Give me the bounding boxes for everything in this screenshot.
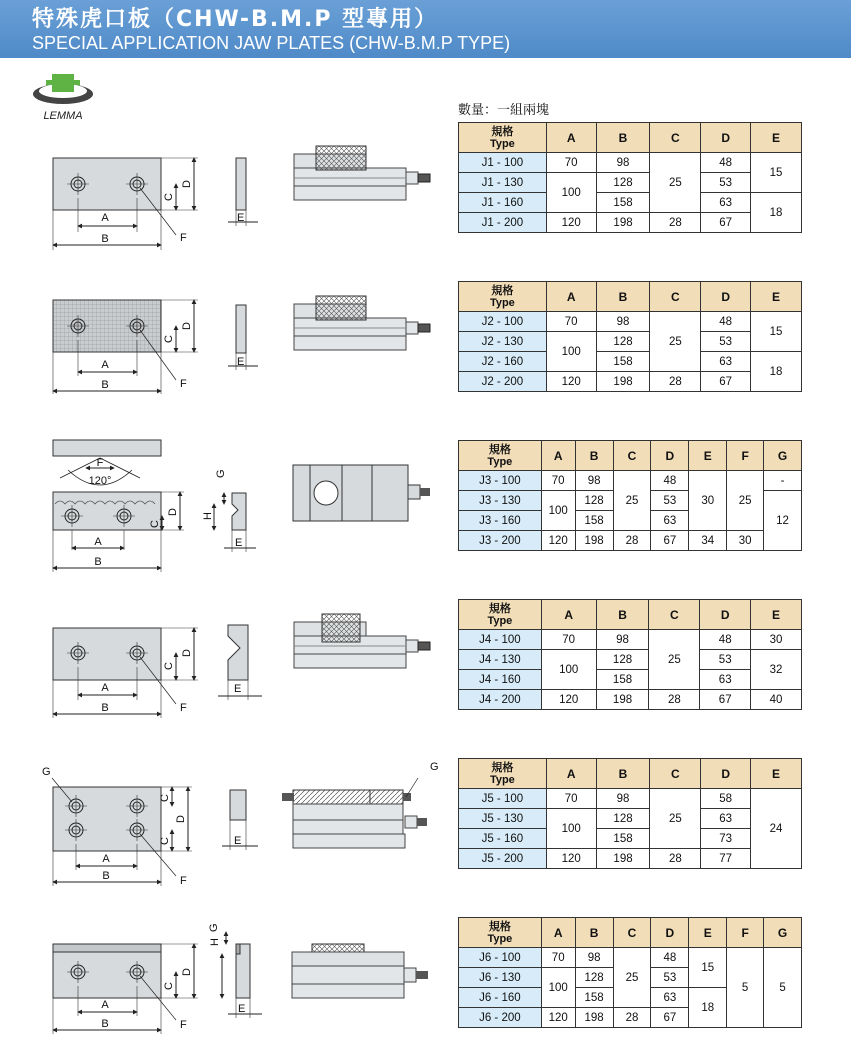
table-cell: 58: [701, 789, 751, 809]
table-cell: 5: [764, 948, 802, 1028]
table-cell: 98: [596, 789, 650, 809]
table-cell: 48: [651, 948, 689, 968]
dim-e: E: [234, 835, 242, 847]
j1-vise-view: [294, 146, 430, 200]
dim-a: A: [94, 536, 102, 548]
dim-b: B: [101, 379, 109, 391]
table-cell: 198: [575, 1008, 613, 1028]
table-row: [459, 352, 802, 372]
dim-c: C: [163, 982, 175, 990]
table-cell: 48: [700, 630, 751, 650]
table-cell: 198: [596, 849, 650, 869]
col-header: G: [764, 918, 802, 948]
table-cell: 70: [546, 789, 596, 809]
table-cell: 53: [701, 332, 751, 352]
dim-a: A: [101, 682, 109, 694]
dim-h: H: [202, 512, 214, 520]
dim-g: G: [215, 469, 227, 478]
table-cell: 25: [650, 153, 701, 213]
table-cell: 67: [701, 213, 751, 233]
j5-front-view: [42, 766, 192, 887]
type-header: 規格 Type: [459, 918, 542, 948]
table-cell: J3 - 100: [459, 471, 542, 491]
table-cell: 12: [764, 491, 802, 551]
col-header: A: [541, 600, 596, 630]
col-header: F: [727, 918, 764, 948]
table-cell: 128: [596, 332, 650, 352]
table-row: [459, 789, 802, 809]
spec-table-j5: [458, 758, 802, 869]
table-cell: 100: [546, 809, 596, 849]
dim-f: F: [180, 232, 187, 244]
table-cell: 98: [596, 312, 650, 332]
table-cell: 128: [575, 491, 613, 511]
table-cell: J6 - 160: [459, 988, 542, 1008]
table-row: [459, 849, 802, 869]
col-header: C: [650, 123, 701, 153]
table-cell: 67: [701, 372, 751, 392]
dim-e: E: [235, 537, 243, 549]
table-cell: 100: [541, 968, 575, 1008]
table-cell: 77: [701, 849, 751, 869]
table-cell: 158: [575, 988, 613, 1008]
table-cell: J5 - 100: [459, 789, 547, 809]
dim-f: F: [96, 457, 104, 469]
dim-d: D: [181, 968, 193, 976]
table-cell: 15: [751, 153, 802, 193]
table-cell: 73: [701, 829, 751, 849]
type-header: 規格 Type: [459, 282, 547, 312]
table-cell: J1 - 100: [459, 153, 547, 173]
table-cell: 30: [727, 531, 764, 551]
table-cell: 63: [701, 352, 751, 372]
table-cell: 15: [689, 948, 727, 988]
page-title-en: SPECIAL APPLICATION JAW PLATES (CHW-B.M.P TYPE): [32, 33, 511, 53]
j1-front-view: [53, 158, 198, 250]
col-header: E: [751, 282, 802, 312]
table-cell: 120: [541, 1008, 575, 1028]
col-header: B: [596, 123, 650, 153]
col-header: B: [596, 282, 650, 312]
table-cell: 158: [596, 352, 650, 372]
table-cell: 100: [541, 650, 596, 690]
col-header: C: [613, 441, 651, 471]
table-row: [459, 153, 802, 173]
table-cell: J2 - 100: [459, 312, 547, 332]
table-row: [459, 809, 802, 829]
table-cell: 70: [541, 948, 575, 968]
j3-side-view: [202, 469, 256, 552]
table-cell: 28: [649, 690, 700, 710]
table-cell: 100: [541, 491, 575, 531]
dim-c: C: [159, 794, 171, 802]
col-header: G: [764, 441, 802, 471]
dim-b: B: [102, 870, 110, 882]
table-cell: 120: [546, 372, 596, 392]
j3-front-view: [53, 440, 184, 572]
col-header: B: [596, 600, 649, 630]
table-cell: 158: [596, 829, 650, 849]
table-cell: 18: [751, 193, 802, 233]
table-cell: J4 - 200: [459, 690, 542, 710]
dim-b: B: [101, 233, 109, 245]
quantity-note: 數量：一組兩塊: [458, 103, 550, 118]
dim-f: F: [180, 378, 187, 390]
table-cell: 128: [596, 650, 649, 670]
col-header: B: [575, 918, 613, 948]
table-cell: 120: [541, 690, 596, 710]
table-cell: 40: [751, 690, 802, 710]
table-row: [459, 948, 802, 968]
table-cell: 63: [651, 511, 689, 531]
dim-g: G: [208, 923, 220, 932]
table-cell: J2 - 160: [459, 352, 547, 372]
table-cell: J1 - 160: [459, 193, 547, 213]
table-cell: 63: [701, 809, 751, 829]
dim-e: E: [234, 683, 242, 695]
logo-text: LEMMA: [43, 110, 83, 122]
table-cell: 128: [596, 809, 650, 829]
table-cell: 63: [651, 988, 689, 1008]
table-cell: 63: [700, 670, 751, 690]
j1-side-view: [228, 158, 258, 226]
dim-e: E: [237, 356, 245, 368]
table-cell: 67: [651, 531, 689, 551]
spec-table-j3: [458, 440, 802, 551]
table-cell: 100: [546, 173, 596, 213]
table-cell: 53: [651, 491, 689, 511]
table-cell: 25: [650, 789, 701, 849]
table-cell: 198: [575, 531, 613, 551]
dim-b: B: [101, 702, 109, 714]
table-cell: 25: [727, 471, 764, 531]
type-header: 規格 Type: [459, 759, 547, 789]
table-cell: J6 - 100: [459, 948, 542, 968]
type-header: 規格 Type: [459, 600, 542, 630]
table-cell: 48: [701, 153, 751, 173]
dim-d: D: [181, 649, 193, 657]
dim-a: A: [102, 853, 110, 865]
table-cell: J4 - 130: [459, 650, 542, 670]
table-cell: 18: [689, 988, 727, 1028]
table-row: [459, 332, 802, 352]
table-row: [459, 471, 802, 491]
table-cell: 100: [546, 332, 596, 372]
table-cell: 70: [541, 471, 575, 491]
dim-a: A: [101, 999, 109, 1011]
spec-table-j4: [458, 599, 802, 710]
dim-d: D: [181, 180, 193, 188]
col-header: A: [546, 759, 596, 789]
dim-d: D: [181, 322, 193, 330]
col-header: A: [541, 918, 575, 948]
table-cell: J3 - 200: [459, 531, 542, 551]
table-cell: 28: [613, 1008, 651, 1028]
col-header: D: [701, 759, 751, 789]
table-cell: J3 - 160: [459, 511, 542, 531]
dim-c: C: [159, 837, 171, 845]
j2-vise-view: [294, 296, 430, 350]
dim-b: B: [94, 556, 102, 568]
j5-side-view: [222, 790, 258, 850]
table-cell: J6 - 200: [459, 1008, 542, 1028]
table-cell: 15: [751, 312, 802, 352]
dim-a: A: [101, 359, 109, 371]
table-cell: 48: [701, 312, 751, 332]
table-cell: 120: [541, 531, 575, 551]
table-cell: 28: [650, 849, 701, 869]
col-header: C: [613, 918, 651, 948]
col-header: A: [546, 282, 596, 312]
page-title-cn: 特殊虎口板（CHW-B.M.P 型專用）: [32, 7, 439, 32]
col-header: D: [651, 441, 689, 471]
j6-side-view: [208, 923, 262, 1018]
dim-c: C: [163, 193, 175, 201]
table-cell: 70: [546, 312, 596, 332]
col-header: C: [649, 600, 700, 630]
type-header: 規格 Type: [459, 123, 547, 153]
table-cell: J2 - 200: [459, 372, 547, 392]
table-cell: J2 - 130: [459, 332, 547, 352]
dim-f: F: [180, 702, 187, 714]
j6-vise-view: [292, 944, 428, 998]
table-cell: 67: [651, 1008, 689, 1028]
table-cell: 53: [701, 173, 751, 193]
table-cell: 158: [596, 193, 650, 213]
table-cell: J1 - 200: [459, 213, 547, 233]
spec-table-j1: [458, 122, 802, 233]
col-header: C: [650, 282, 701, 312]
table-cell: 70: [546, 153, 596, 173]
table-row: [459, 531, 802, 551]
table-cell: 120: [546, 849, 596, 869]
j4-side-view: [218, 625, 262, 700]
dim-c: C: [149, 520, 161, 528]
j6-front-view: [53, 944, 198, 1034]
table-cell: 198: [596, 690, 649, 710]
col-header: F: [727, 441, 764, 471]
table-cell: 28: [650, 372, 701, 392]
dim-g: G: [430, 761, 439, 773]
col-header: E: [751, 759, 802, 789]
j2-side-view: [228, 305, 258, 370]
table-cell: -: [764, 471, 802, 491]
col-header: B: [575, 441, 613, 471]
table-cell: J5 - 160: [459, 829, 547, 849]
col-header: B: [596, 759, 650, 789]
table-cell: 24: [751, 789, 802, 869]
table-cell: 18: [751, 352, 802, 392]
dim-f: F: [180, 1019, 187, 1031]
col-header: C: [650, 759, 701, 789]
table-row: [459, 173, 802, 193]
j4-front-view: [53, 628, 198, 718]
table-cell: 28: [650, 213, 701, 233]
table-cell: J5 - 200: [459, 849, 547, 869]
spec-table-j2: [458, 281, 802, 392]
table-cell: 98: [575, 471, 613, 491]
col-header: E: [751, 600, 802, 630]
table-cell: J4 - 100: [459, 630, 542, 650]
table-cell: 128: [596, 173, 650, 193]
table-cell: 53: [651, 968, 689, 988]
dim-c: C: [163, 662, 175, 670]
dim-f: F: [180, 875, 187, 887]
table-cell: 98: [596, 153, 650, 173]
dim-a: A: [101, 212, 109, 224]
col-header: A: [541, 441, 575, 471]
table-cell: 34: [689, 531, 727, 551]
table-row: [459, 372, 802, 392]
table-cell: 30: [751, 630, 802, 650]
table-cell: 98: [596, 630, 649, 650]
table-row: [459, 630, 802, 650]
table-row: [459, 670, 802, 690]
table-cell: J5 - 130: [459, 809, 547, 829]
dim-h: H: [209, 938, 221, 946]
j5-vise-view: [282, 761, 439, 848]
j2-front-view: [53, 300, 198, 394]
table-cell: 25: [613, 471, 651, 531]
col-header: E: [689, 918, 727, 948]
dim-b: B: [101, 1018, 109, 1030]
table-row: [459, 829, 802, 849]
table-cell: 63: [701, 193, 751, 213]
col-header: D: [701, 123, 751, 153]
table-cell: 25: [613, 948, 651, 1008]
table-cell: 30: [689, 471, 727, 531]
dim-angle: 120°: [88, 475, 112, 487]
col-header: E: [751, 123, 802, 153]
j3-vise-view: [293, 465, 430, 521]
table-cell: 25: [649, 630, 700, 690]
table-cell: 120: [546, 213, 596, 233]
type-header: 規格 Type: [459, 441, 542, 471]
table-cell: 70: [541, 630, 596, 650]
j4-vise-view: [294, 614, 430, 668]
dim-d: D: [175, 815, 187, 823]
table-cell: 198: [596, 372, 650, 392]
table-cell: J6 - 130: [459, 968, 542, 988]
table-cell: 53: [700, 650, 751, 670]
table-cell: 5: [727, 948, 764, 1028]
table-cell: 198: [596, 213, 650, 233]
dim-g: G: [42, 766, 51, 778]
dim-c: C: [163, 335, 175, 343]
table-row: [459, 312, 802, 332]
dim-e: E: [238, 1003, 246, 1015]
table-cell: 25: [650, 312, 701, 372]
table-row: [459, 193, 802, 213]
table-cell: J1 - 130: [459, 173, 547, 193]
dim-e: E: [237, 212, 245, 224]
table-cell: 67: [700, 690, 751, 710]
table-cell: J4 - 160: [459, 670, 542, 690]
table-cell: 48: [651, 471, 689, 491]
col-header: D: [700, 600, 751, 630]
spec-table-j6: [458, 917, 802, 1028]
dim-d: D: [167, 508, 179, 516]
col-header: E: [689, 441, 727, 471]
table-row: [459, 650, 802, 670]
table-cell: 28: [613, 531, 651, 551]
table-cell: 98: [575, 948, 613, 968]
table-row: [459, 690, 802, 710]
col-header: D: [651, 918, 689, 948]
table-cell: 32: [751, 650, 802, 690]
table-cell: 128: [575, 968, 613, 988]
table-row: [459, 213, 802, 233]
table-cell: 158: [596, 670, 649, 690]
col-header: D: [701, 282, 751, 312]
table-cell: J3 - 130: [459, 491, 542, 511]
table-cell: 158: [575, 511, 613, 531]
col-header: A: [546, 123, 596, 153]
